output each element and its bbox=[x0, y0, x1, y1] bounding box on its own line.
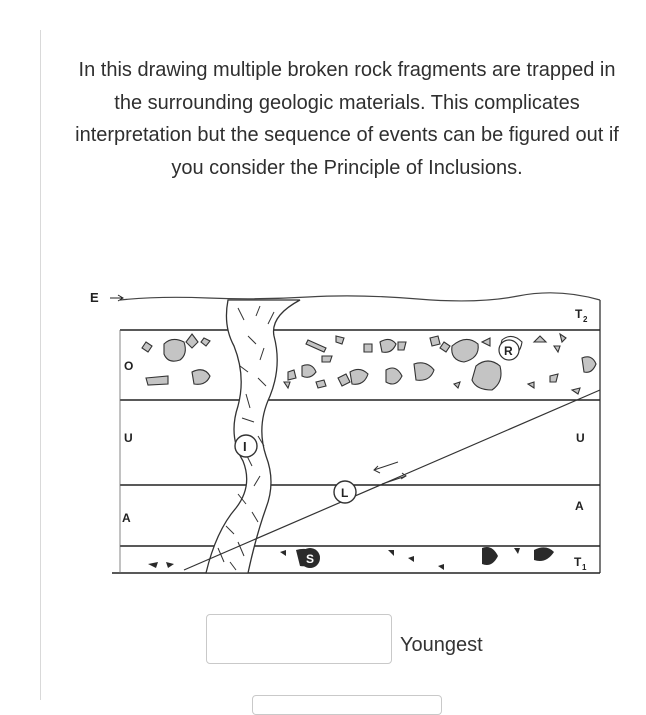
label-U-right: U bbox=[576, 431, 585, 445]
next-answer-box[interactable] bbox=[252, 695, 442, 715]
label-T2-sub: 2 bbox=[583, 315, 588, 324]
label-T1-sub: 1 bbox=[582, 563, 587, 572]
label-S: S bbox=[306, 552, 315, 566]
label-E: E bbox=[90, 290, 99, 305]
youngest-answer-box[interactable] bbox=[206, 614, 392, 664]
label-L: L bbox=[341, 486, 349, 500]
left-divider bbox=[40, 30, 41, 700]
conglomerate-fragments bbox=[142, 334, 596, 394]
question-prompt bbox=[70, 54, 624, 184]
label-A-left: A bbox=[122, 511, 131, 525]
label-U-left: U bbox=[124, 431, 133, 445]
label-T1: T bbox=[574, 555, 582, 569]
label-I: I bbox=[243, 439, 247, 454]
youngest-label: Youngest bbox=[400, 634, 483, 656]
label-T2: T bbox=[575, 307, 583, 321]
geologic-cross-section bbox=[88, 286, 620, 582]
fault-arrow-upper bbox=[374, 462, 398, 473]
label-R: R bbox=[504, 344, 513, 358]
erosion-surface bbox=[120, 293, 600, 301]
question-text: In this drawing multiple broken rock fragments are trapped in the surrounding geologic materials. This complicates interpretation but the sequence of events can be figured out if you consider the Principle of Inclusions. bbox=[75, 59, 619, 179]
label-O: O bbox=[124, 359, 134, 373]
label-A-right: A bbox=[575, 499, 584, 513]
